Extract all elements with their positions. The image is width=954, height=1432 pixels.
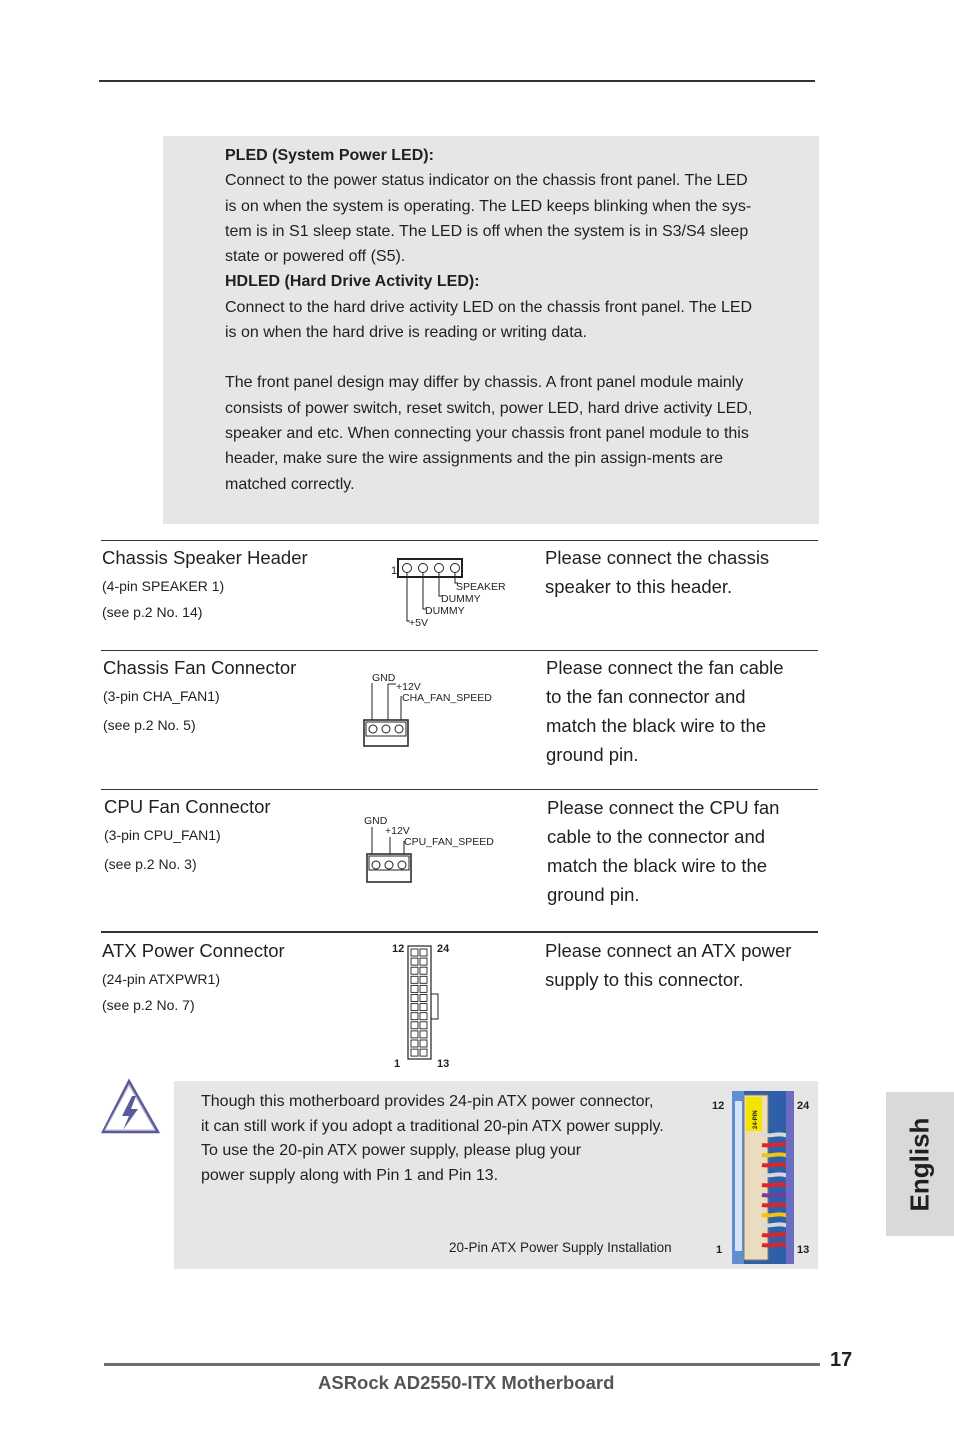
pled-line: state or powered off (S5). xyxy=(225,248,406,266)
atx-pin xyxy=(420,1022,427,1029)
atx-pin xyxy=(420,1049,427,1056)
chassis-fan-diagram xyxy=(360,668,500,750)
atx-pin xyxy=(420,1004,427,1011)
language-tab-label: English xyxy=(904,1117,935,1211)
atx-pin xyxy=(420,958,427,965)
pled-line: Connect to the power status indicator on the chassis front panel. The LED xyxy=(225,172,748,190)
note-line: speaker and etc. When connecting your chassis front panel module to this xyxy=(225,424,749,442)
atx-pin xyxy=(420,1013,427,1020)
note-line: consists of power switch, reset switch, power LED, hard drive activity LED, xyxy=(225,399,753,417)
wire xyxy=(762,1154,788,1156)
svg-text:+12V: +12V xyxy=(396,681,421,693)
atx-pin xyxy=(411,1004,418,1011)
section-rule xyxy=(101,650,818,651)
speaker-header-ref: (see p.2 No. 14) xyxy=(102,604,203,620)
note-line: matched correctly. xyxy=(225,475,355,493)
cpu-fan-desc: Please connect the CPU fan cable to the connector and match the black wire to the ground pin. xyxy=(547,797,780,905)
wire xyxy=(762,1174,788,1176)
cpu-fan-title: CPU Fan Connector xyxy=(104,796,271,817)
atx-pin xyxy=(411,1049,418,1056)
note-line: The front panel design may differ by chassis. A front panel module mainly xyxy=(225,374,744,392)
atx-pin xyxy=(420,976,427,983)
language-tab-label-wrap xyxy=(886,1092,954,1236)
svg-text:SPEAKER: SPEAKER xyxy=(456,581,506,593)
header-rule xyxy=(99,80,815,82)
atx-power-diagram xyxy=(388,938,458,1072)
note-line: header, make sure the wire assignments and the pin assign-ments are xyxy=(225,450,724,468)
warning-icon xyxy=(100,1078,162,1136)
svg-text:CHA_FAN_SPEED: CHA_FAN_SPEED xyxy=(402,692,492,704)
chassis-fan-ref: (see p.2 No. 5) xyxy=(103,717,196,733)
svg-text:DUMMY: DUMMY xyxy=(441,593,481,605)
warning-text: Though this motherboard provides 24-pin ATX power connector, it can still work if you adopt a traditional 20-pin ATX power supply. To use the 20-pin ATX power supply, please plug your power supply along with Pin 1 and Pin 13. xyxy=(201,1093,664,1184)
section-rule xyxy=(101,540,818,541)
pled-line: is on when the system is operating. The LED keeps blinking when the sys- xyxy=(225,197,752,215)
svg-text:24-PIN: 24-PIN xyxy=(753,1110,759,1129)
svg-text:+5V: +5V xyxy=(409,617,428,629)
hdled-line: is on when the hard drive is reading or writing data. xyxy=(225,324,587,342)
wire xyxy=(762,1244,788,1246)
atx-pin xyxy=(411,1031,418,1038)
speaker-header-diagram xyxy=(388,553,508,633)
wire xyxy=(762,1234,788,1236)
atx-pin xyxy=(420,1031,427,1038)
atx-power-ref: (see p.2 No. 7) xyxy=(102,997,195,1013)
wire xyxy=(762,1224,788,1226)
atx-install-photo xyxy=(732,1091,794,1264)
atx-pin xyxy=(411,985,418,992)
wire xyxy=(762,1134,788,1136)
speaker-header-pins: (4-pin SPEAKER 1) xyxy=(102,578,225,594)
svg-text:+12V: +12V xyxy=(385,825,410,837)
atx-power-title: ATX Power Connector xyxy=(102,940,285,961)
info-box-content xyxy=(225,143,805,497)
page-number: 17 xyxy=(830,1349,853,1371)
wire xyxy=(762,1204,788,1206)
chassis-fan-pins: (3-pin CHA_FAN1) xyxy=(103,688,220,704)
pled-heading: PLED (System Power LED): xyxy=(225,147,434,164)
speaker-header-desc: Please connect the chassis speaker to this header. xyxy=(545,547,770,597)
wire xyxy=(762,1184,788,1186)
svg-text:DUMMY: DUMMY xyxy=(425,605,465,617)
atx-pin xyxy=(420,967,427,974)
installation-caption: 20-Pin ATX Power Supply Installation xyxy=(449,1240,672,1255)
atx-power-pins: (24-pin ATXPWR1) xyxy=(102,971,220,987)
atx-pin xyxy=(420,1040,427,1047)
pin1-label: 1 xyxy=(391,565,398,577)
wire xyxy=(762,1194,788,1196)
atx-pin xyxy=(411,976,418,983)
photo-label-13: 13 xyxy=(797,1244,810,1256)
cpu-fan-diagram xyxy=(360,810,500,886)
wire xyxy=(762,1144,788,1146)
speaker-header-title: Chassis Speaker Header xyxy=(102,547,308,568)
svg-text:1: 1 xyxy=(394,1058,401,1070)
wire xyxy=(762,1214,788,1216)
cpu-fan-pins: (3-pin CPU_FAN1) xyxy=(104,827,221,843)
atx-pin xyxy=(411,949,418,956)
atx-pin xyxy=(411,1022,418,1029)
footer-title: ASRock AD2550-ITX Motherboard xyxy=(318,1372,615,1393)
atx-pin xyxy=(411,1040,418,1047)
photo-label-1: 1 xyxy=(716,1244,723,1256)
section-rule xyxy=(101,789,818,790)
svg-text:GND: GND xyxy=(372,672,396,684)
atx-pin xyxy=(420,949,427,956)
svg-text:GND: GND xyxy=(364,815,388,827)
chassis-fan-desc: Please connect the fan cable to the fan connector and match the black wire to the ground pin. xyxy=(546,657,784,765)
svg-text:24: 24 xyxy=(437,943,450,955)
atx-pin xyxy=(411,967,418,974)
atx-pin xyxy=(420,985,427,992)
chassis-fan-title: Chassis Fan Connector xyxy=(103,657,297,678)
atx-power-desc: Please connect an ATX power supply to this connector. xyxy=(545,940,792,990)
svg-text:12: 12 xyxy=(392,943,405,955)
atx-pin xyxy=(411,1013,418,1020)
photo-label-24: 24 xyxy=(797,1100,810,1112)
pled-line: tem is in S1 sleep state. The LED is off when the system is in S3/S4 sleep xyxy=(225,222,749,240)
atx-pin xyxy=(411,958,418,965)
section-rule xyxy=(101,931,818,933)
wire xyxy=(762,1164,788,1166)
svg-text:CPU_FAN_SPEED: CPU_FAN_SPEED xyxy=(404,836,494,848)
hdled-heading: HDLED (Hard Drive Activity LED): xyxy=(225,273,480,291)
atx-pin xyxy=(411,995,418,1002)
atx-pin xyxy=(420,995,427,1002)
cpu-fan-ref: (see p.2 No. 3) xyxy=(104,856,197,872)
footer-rule xyxy=(104,1363,820,1366)
hdled-line: Connect to the hard drive activity LED on the chassis front panel. The LED xyxy=(225,298,753,316)
photo-label-12: 12 xyxy=(712,1100,725,1112)
svg-text:13: 13 xyxy=(437,1058,450,1070)
